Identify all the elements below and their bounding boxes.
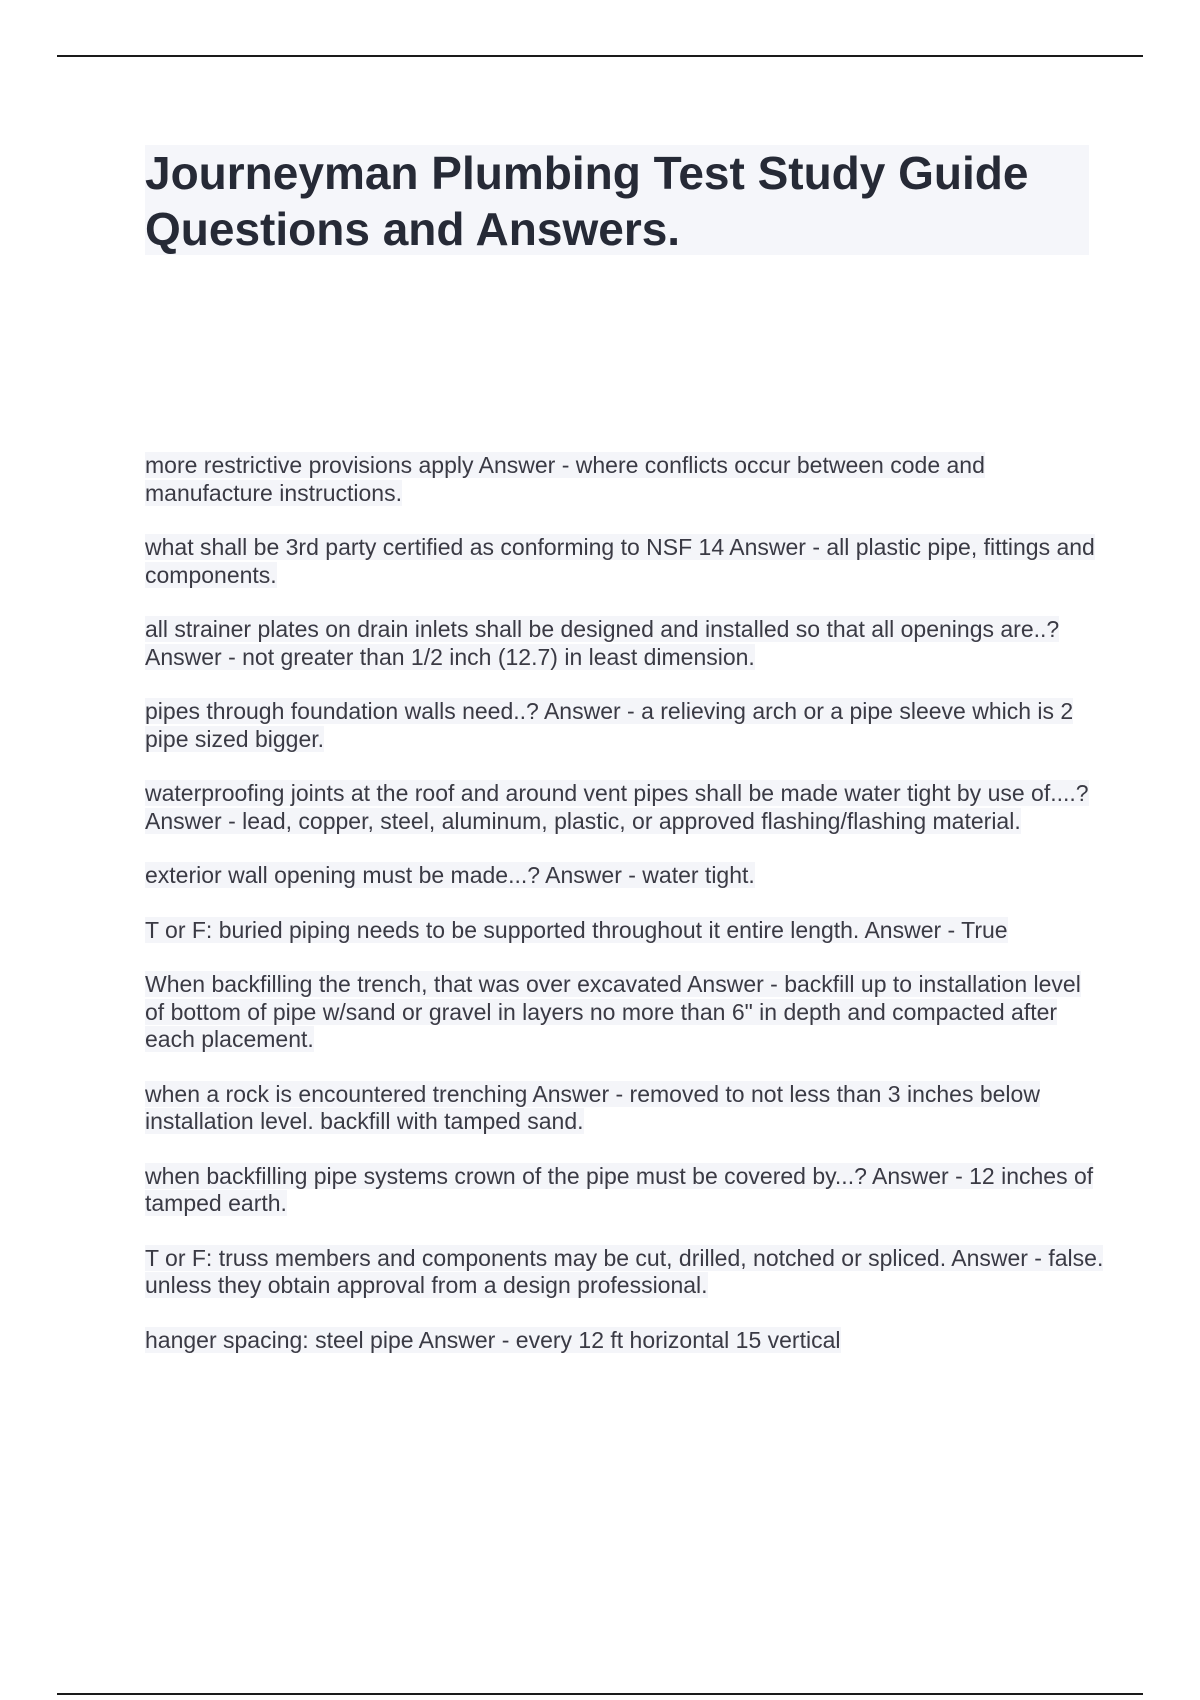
qa-item bbox=[145, 862, 1105, 890]
qa-item bbox=[145, 616, 1105, 671]
qa-text: when backfilling pipe systems crown of the pipe must be covered by...? Answer - 12 inches of tamped earth. bbox=[145, 1162, 1094, 1216]
qa-text: more restrictive provisions apply Answer - where conflicts occur between code and manufacture instructions. bbox=[145, 452, 985, 506]
title-block bbox=[145, 145, 1089, 255]
qa-text: T or F: buried piping needs to be supported throughout it entire length. Answer - True bbox=[145, 916, 1008, 943]
qa-text: when a rock is encountered trenching Answer - removed to not less than 3 inches below installation level. backfill with tamped sand. bbox=[145, 1080, 1040, 1134]
page-title: Journeyman Plumbing Test Study Guide Questions and Answers. bbox=[145, 147, 1029, 255]
qa-item bbox=[145, 1327, 1105, 1355]
qa-item bbox=[145, 698, 1105, 753]
qa-text: When backfilling the trench, that was over excavated Answer - backfill up to installation level of bottom of pipe w/sand or gravel in layers no more than 6" in depth and compacted after each placement. bbox=[145, 971, 1081, 1052]
bottom-rule bbox=[57, 1693, 1143, 1695]
qa-item bbox=[145, 1081, 1105, 1136]
qa-item bbox=[145, 452, 1105, 507]
qa-text: pipes through foundation walls need..? Answer - a relieving arch or a pipe sleeve which is 2 pipe sized bigger. bbox=[145, 698, 1074, 752]
qa-item bbox=[145, 971, 1105, 1054]
qa-text: waterproofing joints at the roof and around vent pipes shall be made water tight by use of....? Answer - lead, copper, steel, aluminum, plastic, or approved flashing/flashing material. bbox=[145, 780, 1089, 834]
qa-item bbox=[145, 780, 1105, 835]
qa-text: T or F: truss members and components may be cut, drilled, notched or spliced. Answer - false. unless they obtain approval from a design professional. bbox=[145, 1244, 1104, 1298]
qa-list bbox=[145, 452, 1105, 1381]
qa-item bbox=[145, 534, 1105, 589]
qa-text: all strainer plates on drain inlets shall be designed and installed so that all openings are..? Answer - not greater than 1/2 inch (12.7) in least dimension. bbox=[145, 616, 1060, 670]
qa-item bbox=[145, 1245, 1105, 1300]
qa-text: what shall be 3rd party certified as conforming to NSF 14 Answer - all plastic pipe, fittings and components. bbox=[145, 534, 1095, 588]
top-rule bbox=[57, 55, 1143, 57]
qa-item bbox=[145, 917, 1105, 945]
qa-item bbox=[145, 1163, 1105, 1218]
qa-text: hanger spacing: steel pipe Answer - every 12 ft horizontal 15 vertical bbox=[145, 1326, 841, 1353]
qa-text: exterior wall opening must be made...? Answer - water tight. bbox=[145, 862, 755, 888]
